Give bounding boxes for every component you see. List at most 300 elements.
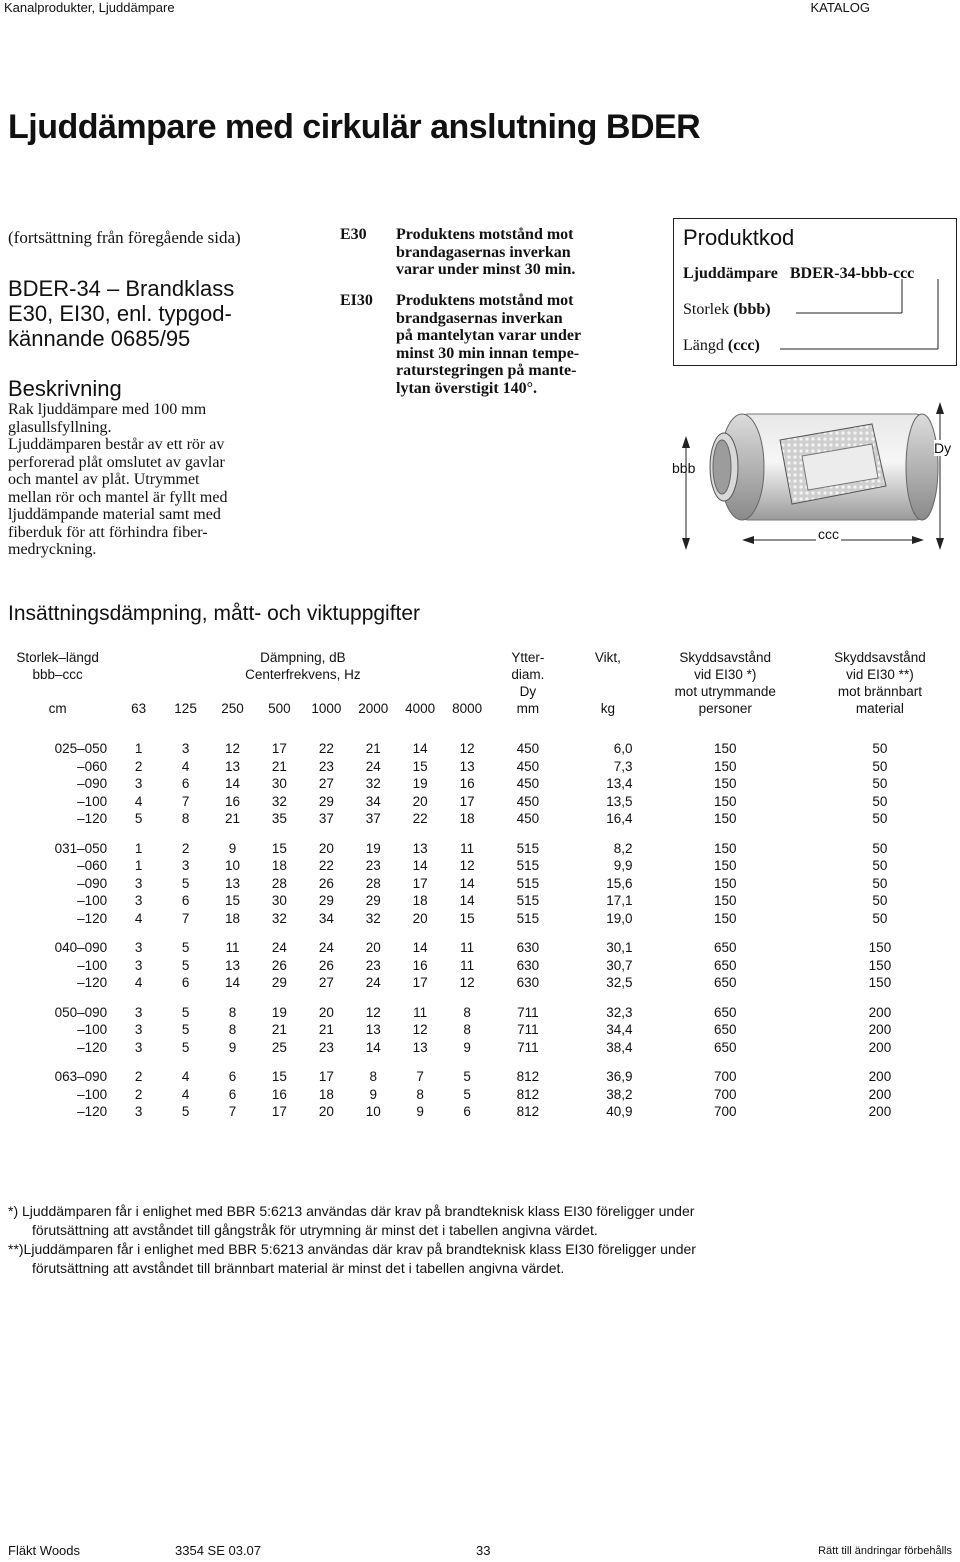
table-row <box>0 775 960 793</box>
table-cell: 14 <box>365 1039 381 1055</box>
table-cell: 17,1 <box>606 893 633 909</box>
table-cell: 24 <box>365 758 381 774</box>
table-cell: 3 <box>134 1004 143 1020</box>
table-cell: 38,2 <box>606 1086 633 1102</box>
fire-class-line: BDER-34 – Brandklass <box>8 276 235 301</box>
table-cell: 150 <box>713 840 737 856</box>
table-cell: 9 <box>416 1104 424 1120</box>
section-title: Insättningsdämpning, mått- och viktuppgifter <box>8 602 421 625</box>
table-cell: 50 <box>872 793 888 809</box>
class-desc-line: lytan överstigit 140°. <box>396 379 538 397</box>
table-cell: 3 <box>134 893 143 909</box>
footnote-2: **)Ljuddämparen får i enlighet med BBR 5:6213 användas där krav på brandteknisk klass EI30 föreligger under <box>8 1241 696 1257</box>
table-cell: 3 <box>134 940 143 956</box>
table-cell: 7 <box>181 910 190 926</box>
table-cell: 700 <box>713 1069 737 1085</box>
table-cell: 12 <box>459 858 475 874</box>
table-row <box>0 1086 960 1104</box>
table-cell: 22 <box>318 858 334 874</box>
table-row <box>0 793 960 811</box>
table-cell: 9 <box>228 1039 237 1055</box>
table-cell: 13 <box>412 840 428 856</box>
table-group-gap <box>0 828 960 840</box>
table-row <box>0 758 960 776</box>
table-cell: 200 <box>868 1086 892 1102</box>
table-cell: 150 <box>713 741 737 757</box>
table-cell: 4 <box>134 910 143 926</box>
table-cell: 2 <box>134 1086 143 1102</box>
table-cell: 5 <box>181 1104 190 1120</box>
table-row <box>0 875 960 893</box>
table-cell: 7 <box>416 1069 424 1085</box>
table-cell: 515 <box>516 840 540 856</box>
attenuation-table <box>0 650 960 1121</box>
description-line: medryckning. <box>8 541 97 558</box>
size-length-cell: –120 <box>77 1104 108 1120</box>
table-cell: 30,7 <box>606 957 633 973</box>
table-cell: 16 <box>459 776 475 792</box>
table-cell: 20 <box>318 840 334 856</box>
table-cell: 10 <box>224 858 240 874</box>
description-line: mellan rör och mantel är fyllt med <box>8 488 228 506</box>
table-cell: 21 <box>271 1022 287 1038</box>
header-cell: vid EI30 *) <box>694 667 757 682</box>
table-cell: 50 <box>872 875 888 891</box>
table-cell: 38,4 <box>606 1039 633 1055</box>
size-label: Storlek <box>683 301 730 318</box>
fire-class-line: E30, EI30, enl. typgod- <box>8 301 232 326</box>
table-cell: 17 <box>412 875 428 891</box>
table-cell: 14 <box>412 858 428 874</box>
header-cell: personer <box>698 701 752 716</box>
header-cell <box>565 667 650 684</box>
freq-header: 8000 <box>452 701 483 716</box>
col-clearance-material-header: Skyddsavstånd <box>834 650 926 665</box>
table-cell: 18 <box>224 910 240 926</box>
table-cell: 29 <box>271 975 287 991</box>
table-cell: 4 <box>134 975 143 991</box>
table-group-gap <box>0 927 960 939</box>
class-desc-line: varar under minst 30 min. <box>396 261 576 278</box>
table-cell: 3 <box>134 776 143 792</box>
col-outer-diam-header: Ytter- <box>511 650 545 665</box>
header-cell: cm <box>48 701 67 716</box>
code-leader-lines <box>674 219 958 367</box>
class-term-ei30: EI30 <box>340 292 373 309</box>
table-row <box>0 857 960 875</box>
table-cell: 200 <box>868 1069 892 1085</box>
product-code-title: Produktkod <box>683 225 795 250</box>
table-cell: 12 <box>459 741 475 757</box>
class-desc-line: på mantelytan varar under <box>396 327 582 344</box>
table-cell: 711 <box>517 1004 539 1020</box>
table-cell: 12 <box>412 1022 428 1038</box>
footer-doc-number: 3354 SE 03.07 <box>175 1543 262 1558</box>
description-line: glasullsfyllning. <box>8 418 112 436</box>
table-cell: 200 <box>868 1104 892 1120</box>
table-cell: 15 <box>224 893 240 909</box>
table-cell: 650 <box>713 957 737 973</box>
table-cell: 200 <box>868 1022 892 1038</box>
table-cell: 3 <box>134 875 143 891</box>
table-cell: 9 <box>369 1086 378 1102</box>
table-cell: 3 <box>181 741 190 757</box>
table-cell: 6,0 <box>613 741 633 757</box>
table-cell: 812 <box>516 1086 540 1102</box>
table-row <box>0 957 960 975</box>
footnote-2-cont: förutsättning att avståndet till brännbart material är minst det i tabellen angivna värdet. <box>32 1260 565 1276</box>
table-cell: 5 <box>181 1039 190 1055</box>
description-line: perforerad plåt omslutet av gavlar <box>8 453 225 471</box>
footer-rights: Rätt till ändringar förbehålls <box>818 1545 952 1557</box>
table-cell: 12 <box>459 975 475 991</box>
table-cell: 7 <box>228 1104 237 1120</box>
table-header-row <box>0 667 960 684</box>
table-cell: 14 <box>459 875 475 891</box>
table-cell: 5 <box>134 811 143 827</box>
table-cell: 515 <box>516 893 540 909</box>
table-cell: 10 <box>365 1104 381 1120</box>
product-code: BDER-34-bbb-ccc <box>789 265 915 282</box>
table-cell: 8 <box>181 811 190 827</box>
table-cell: 13 <box>224 957 240 973</box>
table-cell: 3 <box>181 858 190 874</box>
table-cell: 17 <box>271 1104 287 1120</box>
table-cell: 21 <box>318 1022 334 1038</box>
table-cell: 37 <box>318 811 334 827</box>
table-cell: 200 <box>868 1004 892 1020</box>
table-row <box>0 939 960 957</box>
table-cell: 34 <box>318 910 334 926</box>
description-line: ljuddämpande material samt med <box>8 506 221 523</box>
table-cell: 4 <box>181 1086 190 1102</box>
table-cell: 700 <box>713 1086 737 1102</box>
table-row <box>0 910 960 928</box>
table-cell: 5 <box>181 1004 190 1020</box>
table-cell: 50 <box>872 893 888 909</box>
header-cell: material <box>855 701 904 716</box>
table-cell: 630 <box>516 957 540 973</box>
table-cell: 450 <box>516 793 540 809</box>
size-length-cell: –090 <box>77 776 108 792</box>
table-cell: 3 <box>134 1022 143 1038</box>
table-cell: 630 <box>516 975 540 991</box>
table-cell: 12 <box>224 741 240 757</box>
table-header-row <box>0 650 960 667</box>
table-cell: 50 <box>872 776 888 792</box>
table-cell: 200 <box>868 1039 892 1055</box>
table-cell: 23 <box>365 858 381 874</box>
table-cell: 6 <box>181 975 190 991</box>
table-cell: 5 <box>181 940 190 956</box>
table-cell: 450 <box>516 741 540 757</box>
table-cell: 35 <box>271 811 287 827</box>
header-category: Kanalprodukter, Ljuddämpare <box>4 0 175 15</box>
table-cell: 30,1 <box>606 940 633 956</box>
table-cell: 50 <box>872 741 888 757</box>
size-length-cell: –120 <box>77 811 108 827</box>
table-cell: 7,3 <box>613 758 633 774</box>
fire-class-heading <box>8 276 234 351</box>
table-cell: 16 <box>271 1086 287 1102</box>
table-cell: 15 <box>271 1069 287 1085</box>
table-cell: 15 <box>271 840 287 856</box>
table-cell: 17 <box>318 1069 334 1085</box>
table-cell: 8 <box>463 1004 471 1020</box>
header-cell: vid EI30 **) <box>846 667 914 682</box>
table-cell: 150 <box>713 893 737 909</box>
header-cell: bbb–ccc <box>32 667 83 682</box>
table-cell: 812 <box>516 1069 540 1085</box>
table-cell: 36,9 <box>606 1069 633 1085</box>
table-cell: 34 <box>365 793 381 809</box>
description-line: Ljuddämparen består av ett rör av <box>8 436 225 453</box>
table-cell: 11 <box>413 1004 428 1020</box>
table-cell: 515 <box>516 858 540 874</box>
table-cell: 15 <box>459 910 475 926</box>
table-cell: 711 <box>517 1022 539 1038</box>
table-header-row <box>0 701 960 718</box>
table-cell: 14 <box>412 741 428 757</box>
table-cell: 150 <box>868 975 892 991</box>
table-cell: 13 <box>365 1022 381 1038</box>
table-body <box>0 718 960 1121</box>
table-cell: 8 <box>416 1086 424 1102</box>
class-term-e30: E30 <box>340 226 367 243</box>
table-cell: 3 <box>134 1039 143 1055</box>
dim-label-bbb: bbb <box>672 460 696 476</box>
class-desc-line: brandgasernas inverkan <box>396 309 563 327</box>
table-cell: 32 <box>365 776 381 792</box>
table-cell: 650 <box>713 1022 737 1038</box>
table-spacer <box>0 718 960 740</box>
table-row <box>0 740 960 758</box>
table-cell: 9,9 <box>613 858 633 874</box>
size-length-cell: –060 <box>77 758 108 774</box>
table-row <box>0 1004 960 1022</box>
freq-header: 63 <box>131 701 147 716</box>
table-cell: 16 <box>224 793 240 809</box>
table-cell: 16 <box>412 957 428 973</box>
table-cell: 32 <box>271 910 287 926</box>
table-cell: 2 <box>134 758 143 774</box>
table-cell: 32 <box>271 793 287 809</box>
freq-header: 1000 <box>311 701 342 716</box>
table-cell: 150 <box>713 910 737 926</box>
freq-header: 4000 <box>405 701 436 716</box>
table-cell: 26 <box>318 957 334 973</box>
table-cell: 18 <box>459 811 475 827</box>
table-cell: 5 <box>181 957 190 973</box>
table-cell: 4 <box>134 793 143 809</box>
class-desc-line: raturstegringen på mante- <box>396 362 577 379</box>
table-cell: 13 <box>412 1039 428 1055</box>
table-cell: 8 <box>369 1069 378 1085</box>
table-cell: 6 <box>228 1069 237 1085</box>
table-cell: 5 <box>463 1086 471 1102</box>
table-cell: 650 <box>713 1004 737 1020</box>
table-cell: 21 <box>271 758 287 774</box>
table-cell: 21 <box>224 811 240 827</box>
table-cell: 19 <box>365 840 381 856</box>
class-desc-ei30 <box>396 292 641 397</box>
size-length-cell: 025–050 <box>54 741 108 757</box>
table-cell: 150 <box>713 793 737 809</box>
class-desc-line: brandagasernas inverkan <box>396 243 571 261</box>
table-cell: 5 <box>181 1022 190 1038</box>
header-cell: mot brännbart <box>837 684 922 699</box>
header-cell <box>0 684 115 701</box>
table-cell: 3 <box>134 957 143 973</box>
table-cell: 11 <box>460 957 475 973</box>
table-cell: 2 <box>134 1069 143 1085</box>
table-cell: 16,4 <box>606 811 633 827</box>
col-attenuation-header: Dämpning, dB <box>260 650 346 665</box>
table-cell: 50 <box>872 811 888 827</box>
description-line: Rak ljuddämpare med 100 mm <box>8 401 207 418</box>
table-cell: 24 <box>271 940 287 956</box>
table-cell: 18 <box>318 1086 334 1102</box>
table-cell: 22 <box>412 811 428 827</box>
table-cell: 711 <box>517 1039 539 1055</box>
footer-company: Fläkt Woods <box>8 1543 81 1558</box>
dim-label-ccc: ccc <box>818 526 839 542</box>
freq-header: 2000 <box>358 701 389 716</box>
table-cell: 8 <box>228 1022 237 1038</box>
size-length-cell: –060 <box>77 858 108 874</box>
table-cell: 22 <box>318 741 334 757</box>
table-cell: 7 <box>181 793 190 809</box>
freq-header: 250 <box>221 701 244 716</box>
table-cell: 25 <box>271 1039 287 1055</box>
table-cell: 28 <box>365 875 381 891</box>
table-cell: 812 <box>516 1104 540 1120</box>
table-cell: 4 <box>181 1069 190 1085</box>
table-cell: 50 <box>872 910 888 926</box>
table-cell: 650 <box>713 975 737 991</box>
table-cell: 14 <box>224 975 240 991</box>
table-cell: 150 <box>713 811 737 827</box>
table-cell: 5 <box>463 1069 471 1085</box>
size-length-cell: 050–090 <box>54 1004 108 1020</box>
freq-header: 125 <box>174 701 197 716</box>
fire-class-line: kännande 0685/95 <box>8 326 191 351</box>
table-cell: 23 <box>318 758 334 774</box>
length-label: Längd <box>683 337 724 354</box>
table-row <box>0 810 960 828</box>
header-cell: mot utrymmande <box>674 684 776 699</box>
table-cell: 13 <box>224 875 240 891</box>
table-cell: 6 <box>463 1104 471 1120</box>
table-cell: 34,4 <box>606 1022 633 1038</box>
table-row <box>0 840 960 858</box>
table-cell: 27 <box>318 776 334 792</box>
class-desc-line: minst 30 min innan tempe- <box>396 344 580 362</box>
freq-header: 500 <box>268 701 291 716</box>
table-cell: 6 <box>228 1086 237 1102</box>
header-cell: Dy <box>519 684 537 699</box>
table-cell: 26 <box>271 957 287 973</box>
table-cell: 650 <box>713 1039 737 1055</box>
table-cell: 29 <box>318 793 334 809</box>
table-cell: 15,6 <box>606 875 633 891</box>
table-cell: 12 <box>365 1004 381 1020</box>
table-cell: 13,4 <box>606 776 633 792</box>
description-heading: Beskrivning <box>8 376 122 401</box>
table-cell: 40,9 <box>606 1104 633 1120</box>
table-cell: 32,5 <box>606 975 633 991</box>
table-cell: 630 <box>516 940 540 956</box>
table-cell: 3 <box>134 1104 143 1120</box>
header-cell: mm <box>516 701 540 716</box>
table-cell: 19 <box>271 1004 287 1020</box>
table-cell: 1 <box>134 858 143 874</box>
table-cell: 50 <box>872 840 888 856</box>
table-cell: 6 <box>181 776 190 792</box>
table-cell: 50 <box>872 858 888 874</box>
table-cell: 4 <box>181 758 190 774</box>
size-length-cell: –120 <box>77 910 108 926</box>
table-cell: 18 <box>412 893 428 909</box>
table-cell: 29 <box>365 893 381 909</box>
silencer-figure <box>672 400 960 552</box>
table-cell: 6 <box>181 893 190 909</box>
size-length-cell: 040–090 <box>54 940 108 956</box>
col-size-header: Storlek–längd <box>16 650 99 665</box>
footnote-1-cont: förutsättning att avståndet till gångstråk för utrymning är minst det i tabellen angivna värdet. <box>32 1222 598 1238</box>
table-cell: 20 <box>412 793 428 809</box>
table-cell: 11 <box>460 840 475 856</box>
table-cell: 30 <box>271 893 287 909</box>
table-cell: 5 <box>181 875 190 891</box>
table-cell: 17 <box>412 975 428 991</box>
table-cell: 32,3 <box>606 1004 633 1020</box>
table-cell: 14 <box>459 893 475 909</box>
class-desc-line: Produktens motstånd mot <box>396 226 574 243</box>
table-cell: 9 <box>463 1039 471 1055</box>
table-cell: 13 <box>459 758 475 774</box>
size-length-cell: –100 <box>77 1086 108 1102</box>
table-cell: 11 <box>225 940 240 956</box>
description-text <box>8 401 308 559</box>
table-cell: 17 <box>459 793 475 809</box>
footnote-1: *) Ljuddämparen får i enlighet med BBR 5:6213 användas där krav på brandteknisk klass EI30 föreligger under <box>8 1203 695 1219</box>
size-length-cell: 031–050 <box>54 840 108 856</box>
table-cell: 8 <box>228 1004 237 1020</box>
table-cell: 150 <box>713 776 737 792</box>
description-line: och mantel av plåt. Utrymmet <box>8 471 200 488</box>
table-cell: 18 <box>271 858 287 874</box>
size-length-cell: –090 <box>77 875 108 891</box>
table-cell: 23 <box>318 1039 334 1055</box>
table-cell: 150 <box>868 957 892 973</box>
table-cell: 150 <box>713 858 737 874</box>
table-cell: 650 <box>713 940 737 956</box>
product-label: Ljuddämpare <box>683 265 778 282</box>
header-catalog: KATALOG <box>810 0 870 15</box>
table-cell: 1 <box>134 840 143 856</box>
description-line: fiberduk för att förhindra fiber- <box>8 523 208 541</box>
table-cell: 150 <box>713 875 737 891</box>
table-cell: 24 <box>365 975 381 991</box>
footer-page-number: 33 <box>476 1543 491 1558</box>
col-weight-header: Vikt, <box>594 650 621 665</box>
table-cell: 29 <box>318 893 334 909</box>
table-cell: 32 <box>365 910 381 926</box>
continued-note: (fortsättning från föregående sida) <box>8 228 241 247</box>
table-cell: 20 <box>365 940 381 956</box>
table-cell: 515 <box>516 875 540 891</box>
